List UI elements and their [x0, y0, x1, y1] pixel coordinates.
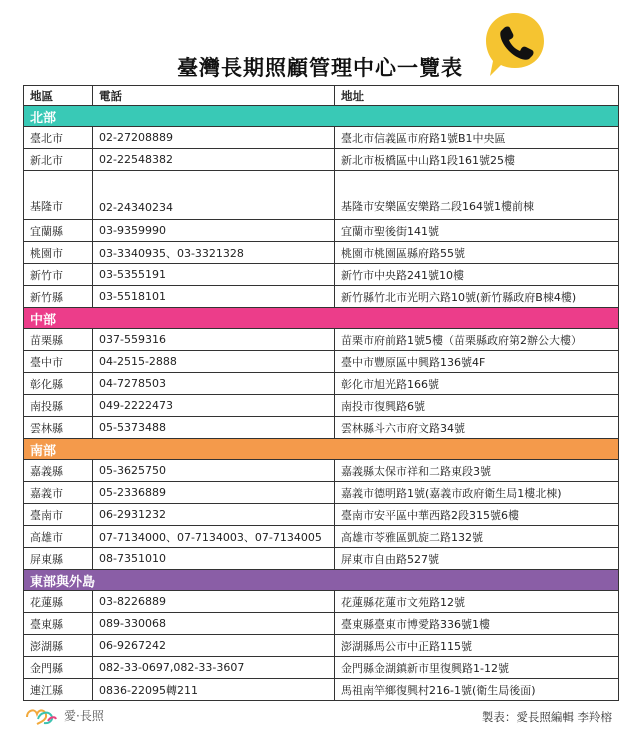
cell-address: 基隆市安樂區安樂路二段164號1樓前棟 — [335, 171, 619, 220]
cell-area: 桃園市 — [24, 242, 93, 264]
table-row — [24, 351, 619, 373]
cell-phone: 02-22548382 — [93, 149, 335, 171]
table-row — [24, 171, 619, 220]
table-row — [24, 127, 619, 149]
cell-phone: 06-9267242 — [93, 635, 335, 657]
table-row — [24, 504, 619, 526]
logo-text: 愛·長照 — [64, 708, 104, 723]
cell-area: 嘉義市 — [24, 482, 93, 504]
table-row — [24, 679, 619, 701]
cell-area: 臺北市 — [24, 127, 93, 149]
page-title: 臺灣長期照顧管理中心一覽表 — [177, 56, 463, 80]
cell-address: 桃園市桃園區縣府路55號 — [335, 242, 619, 264]
cell-area: 屏東縣 — [24, 548, 93, 570]
cell-area: 新竹縣 — [24, 286, 93, 308]
table-row — [24, 373, 619, 395]
cell-address: 嘉義縣太保市祥和二路東段3號 — [335, 460, 619, 482]
cell-phone: 0836-22095轉211 — [93, 679, 335, 701]
cell-phone: 089-330068 — [93, 613, 335, 635]
table-row — [24, 264, 619, 286]
table-row — [24, 657, 619, 679]
region-header-row — [24, 570, 619, 591]
cell-area: 宜蘭縣 — [24, 220, 93, 242]
cell-area: 臺南市 — [24, 504, 93, 526]
cell-address: 宜蘭市聖後街141號 — [335, 220, 619, 242]
region-label: 東部與外島 — [24, 570, 619, 591]
table-row — [24, 395, 619, 417]
table-row — [24, 613, 619, 635]
cell-phone: 05-2336889 — [93, 482, 335, 504]
cell-phone: 07-7134000、07-7134003、07-7134005 — [93, 526, 335, 548]
table-row — [24, 149, 619, 171]
cell-area: 彰化縣 — [24, 373, 93, 395]
cell-address: 臺南市安平區中華西路2段315號6樓 — [335, 504, 619, 526]
cell-area: 新竹市 — [24, 264, 93, 286]
cell-address: 澎湖縣馬公市中正路115號 — [335, 635, 619, 657]
cell-address: 臺北市信義區市府路1號B1中央區 — [335, 127, 619, 149]
cell-area: 高雄市 — [24, 526, 93, 548]
cell-phone: 049-2222473 — [93, 395, 335, 417]
cell-area: 基隆市 — [24, 171, 93, 220]
table-row — [24, 635, 619, 657]
header-phone: 電話 — [93, 86, 335, 106]
cell-address: 金門縣金湖鎮新市里復興路1-12號 — [335, 657, 619, 679]
cell-phone: 08-7351010 — [93, 548, 335, 570]
footer-logo — [24, 705, 104, 725]
table-row — [24, 242, 619, 264]
cell-address: 雲林縣斗六市府文路34號 — [335, 417, 619, 439]
table-header-row — [24, 86, 619, 106]
region-header-row — [24, 106, 619, 127]
table-row — [24, 286, 619, 308]
region-label: 南部 — [24, 439, 619, 460]
table-row — [24, 526, 619, 548]
cell-area: 金門縣 — [24, 657, 93, 679]
cell-address: 屏東市自由路527號 — [335, 548, 619, 570]
cell-phone: 02-27208889 — [93, 127, 335, 149]
cell-address: 嘉義市德明路1號(嘉義市政府衛生局1樓北棟) — [335, 482, 619, 504]
cell-address: 南投市復興路6號 — [335, 395, 619, 417]
cell-phone: 037-559316 — [93, 329, 335, 351]
header-address: 地址 — [335, 86, 619, 106]
table-row — [24, 548, 619, 570]
cell-area: 澎湖縣 — [24, 635, 93, 657]
cell-phone: 082-33-0697,082-33-3607 — [93, 657, 335, 679]
cell-address: 花蓮縣花蓮市文苑路12號 — [335, 591, 619, 613]
heart-logo-icon — [24, 705, 58, 725]
cell-phone: 05-3625750 — [93, 460, 335, 482]
cell-area: 花蓮縣 — [24, 591, 93, 613]
cell-address: 苗栗市府前路1號5樓（苗栗縣政府第2辦公大樓） — [335, 329, 619, 351]
cell-address: 新北市板橋區中山路1段161號25樓 — [335, 149, 619, 171]
cell-area: 苗栗縣 — [24, 329, 93, 351]
cell-area: 連江縣 — [24, 679, 93, 701]
care-center-table — [23, 85, 619, 701]
table-row — [24, 482, 619, 504]
region-header-row — [24, 439, 619, 460]
table-body — [24, 106, 619, 701]
cell-phone: 06-2931232 — [93, 504, 335, 526]
cell-phone: 03-3340935、03-3321328 — [93, 242, 335, 264]
cell-area: 嘉義縣 — [24, 460, 93, 482]
cell-area: 臺中市 — [24, 351, 93, 373]
cell-phone: 02-24340234 — [93, 171, 335, 220]
cell-area: 雲林縣 — [24, 417, 93, 439]
phone-bubble-icon — [484, 10, 546, 80]
table-row — [24, 460, 619, 482]
cell-address: 臺中市豐原區中興路136號4F — [335, 351, 619, 373]
cell-phone: 03-5518101 — [93, 286, 335, 308]
cell-area: 臺東縣 — [24, 613, 93, 635]
table-row — [24, 220, 619, 242]
cell-address: 新竹縣竹北市光明六路10號(新竹縣政府B棟4樓) — [335, 286, 619, 308]
table-row — [24, 329, 619, 351]
table-row — [24, 591, 619, 613]
header-area: 地區 — [24, 86, 93, 106]
cell-area: 南投縣 — [24, 395, 93, 417]
cell-phone: 05-5373488 — [93, 417, 335, 439]
cell-phone: 03-8226889 — [93, 591, 335, 613]
table-row — [24, 417, 619, 439]
cell-address: 馬祖南竿鄉復興村216-1號(衛生局後面) — [335, 679, 619, 701]
cell-phone: 04-2515-2888 — [93, 351, 335, 373]
region-label: 北部 — [24, 106, 619, 127]
cell-address: 彰化市旭光路166號 — [335, 373, 619, 395]
cell-phone: 03-9359990 — [93, 220, 335, 242]
region-label: 中部 — [24, 308, 619, 329]
cell-address: 高雄市苓雅區凱旋二路132號 — [335, 526, 619, 548]
cell-area: 新北市 — [24, 149, 93, 171]
cell-phone: 03-5355191 — [93, 264, 335, 286]
cell-address: 新竹市中央路241號10樓 — [335, 264, 619, 286]
credit-text: 製表：愛長照編輯 李羚榕 — [481, 710, 612, 724]
region-header-row — [24, 308, 619, 329]
cell-phone: 04-7278503 — [93, 373, 335, 395]
cell-address: 臺東縣臺東市博愛路336號1樓 — [335, 613, 619, 635]
